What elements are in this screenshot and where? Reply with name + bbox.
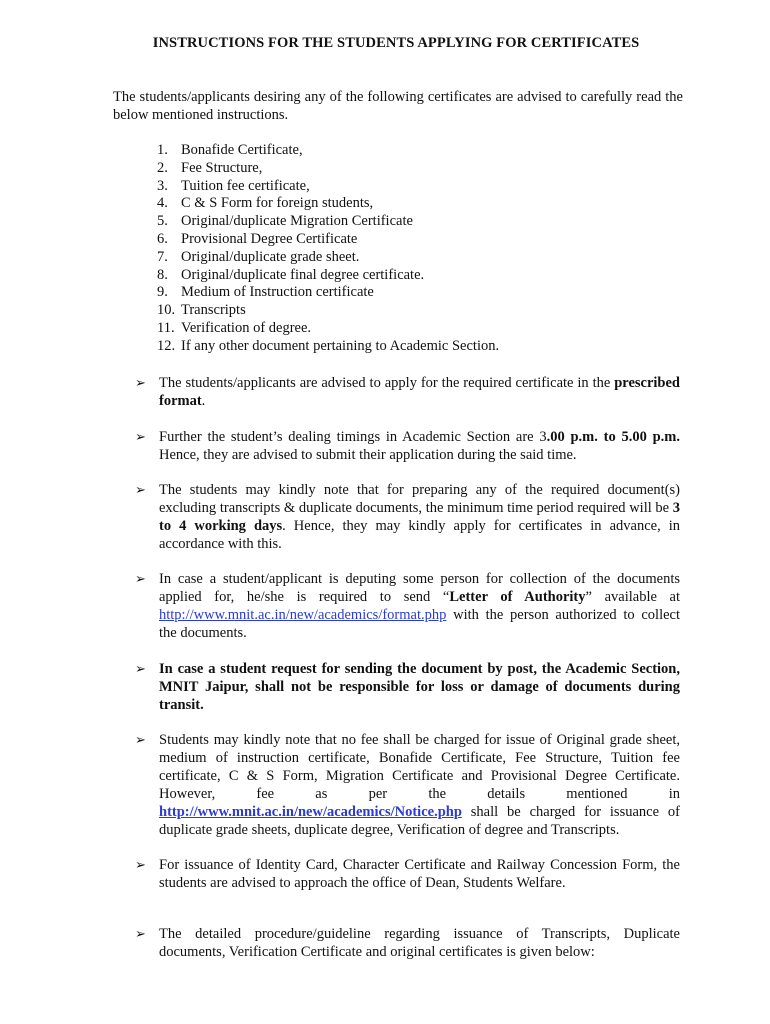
arrow-bullet-icon: ➢ xyxy=(135,857,146,872)
list-item: 2. Fee Structure, xyxy=(157,159,263,176)
instruction-format: The students/applicants are advised to apply for the required certificate in the prescribed format. xyxy=(159,375,680,409)
list-item: 5. Original/duplicate Migration Certificate xyxy=(157,213,413,230)
instruction-processing: The students may kindly note that for preparing any of the required document(s) excluding transcripts & duplicate documents, the minimum time period required will be 3 to 4 working days. Hence, they may kindly apply for certificates in advance, in accordance with this. xyxy=(159,482,680,552)
arrow-bullet-icon: ➢ xyxy=(135,661,146,676)
format-link[interactable]: http://www.mnit.ac.in/new/academics/format.php xyxy=(159,607,447,623)
list-item: 9. Medium of Instruction certificate xyxy=(157,284,374,301)
instruction-procedure: The detailed procedure/guideline regarding issuance of Transcripts, Duplicate documents, Verification Certificate and original certificates is given below: xyxy=(159,926,680,960)
list-item: 11. Verification of degree. xyxy=(157,319,312,336)
list-item: 4. C & S Form for foreign students, xyxy=(157,195,374,212)
intro-paragraph: The students/applicants desiring any of the following certificates are advised to carefully read the below mentioned instructions. xyxy=(113,89,683,123)
list-item: 10. Transcripts xyxy=(157,302,246,319)
list-item: 7. Original/duplicate grade sheet. xyxy=(157,248,360,265)
list-item: 8. Original/duplicate final degree certificate. xyxy=(157,266,425,283)
list-item: 3. Tuition fee certificate, xyxy=(157,177,310,194)
arrow-bullet-icon: ➢ xyxy=(135,571,146,586)
arrow-bullet-icon: ➢ xyxy=(135,375,146,390)
arrow-bullet-icon: ➢ xyxy=(135,429,146,444)
instruction-fees: Students may kindly note that no fee shall be charged for issue of Original grade sheet, medium of instruction certificate, Bonafide Certificate, Fee Structure, Tuition fee certificate, C & S Form, Migration Certificate and Provisional Degree Certificate. However, fee as per the details mentioned in http://www.mnit.ac.in/new/academics/Notice.php shall be charged for issuance of duplicate grade sheets, duplicate degree, Verification of degree and Transcripts. xyxy=(159,732,680,838)
instruction-post: In case a student request for sending the document by post, the Academic Section, MNIT Jaipur, shall not be responsible for loss or damage of documents during transit. xyxy=(159,661,680,713)
list-item: 6. Provisional Degree Certificate xyxy=(157,230,358,247)
list-item: 1. Bonafide Certificate, xyxy=(157,142,303,158)
page-title: INSTRUCTIONS FOR THE STUDENTS APPLYING FOR CERTIFICATES xyxy=(152,35,640,51)
instruction-authority: In case a student/applicant is deputing some person for collection of the documents applied for, he/she is required to send “Letter of Authority” available at http://www.mnit.ac.in/new/academics/format.php with the person authorized to collect the documents. xyxy=(159,571,681,641)
arrow-bullet-icon: ➢ xyxy=(135,926,146,941)
arrow-bullet-icon: ➢ xyxy=(135,732,146,747)
arrow-bullet-icon: ➢ xyxy=(135,482,146,497)
notice-link[interactable]: http://www.mnit.ac.in/new/academics/Notice.php xyxy=(159,804,462,820)
certificate-list xyxy=(157,142,499,356)
list-item: 12. If any other document pertaining to Academic Section. xyxy=(157,337,500,354)
instruction-timings: Further the student’s dealing timings in Academic Section are 3.00 p.m. to 5.00 p.m. Hence, they are advised to submit their application during the said time. xyxy=(159,429,680,463)
instruction-identity: For issuance of Identity Card, Character Certificate and Railway Concession Form, the students are advised to approach the office of Dean, Students Welfare. xyxy=(159,857,680,891)
